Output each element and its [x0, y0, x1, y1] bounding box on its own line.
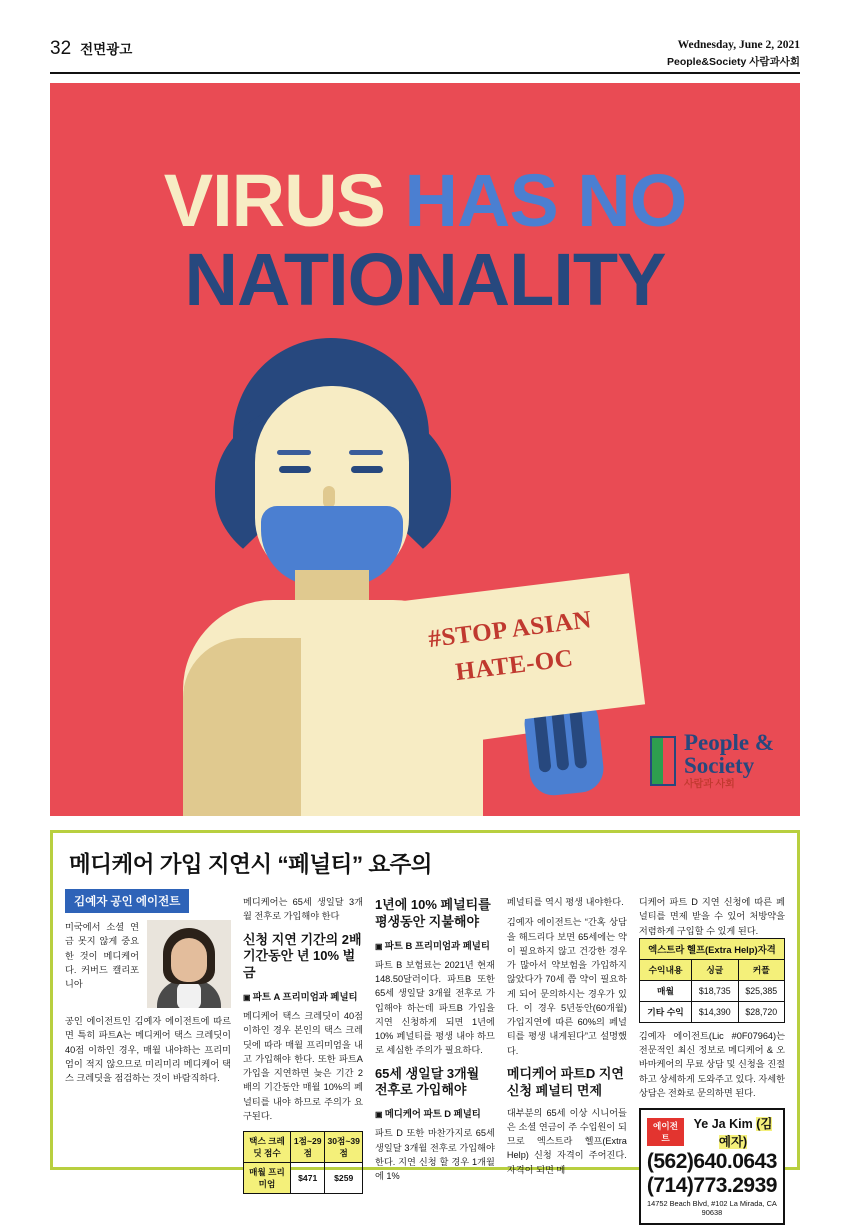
eh-row-1-label: 기타 수익 [639, 1001, 691, 1022]
poster-word-hasno: HAS NO [404, 159, 687, 242]
tax-table-value-1: $259 [325, 1163, 362, 1194]
illustration-finger-1 [533, 710, 551, 773]
agent-name-row [647, 1114, 777, 1150]
eh-header-0: 수익내용 [639, 959, 691, 980]
brand-kr: 사람과사회 [749, 55, 800, 68]
illustration-eye-right [351, 466, 383, 473]
agent-name-en: Ye Ja Kim [693, 1117, 753, 1131]
poster-headline [50, 83, 800, 321]
column-5-body-2: 김예자 에이전트(Lic #0F07964)는 전문적인 최신 정보로 메디케어 & 오바마케어의 무료 상담 및 신청을 진절하고 상세하게 도와주고 있다. 자세한 상담은 전화로 문의하면 된다. [638, 1030, 785, 1098]
column-2-subhead: 신청 지연 기간의 2배 기간동안 년 10% 벌금 [243, 931, 362, 981]
agent-phone-2[interactable]: (714)773.2939 [646, 1173, 777, 1197]
poster-word-nationality: NATIONALITY [184, 237, 666, 321]
publisher-logo [650, 731, 774, 790]
tax-credit-table [243, 1131, 363, 1194]
lede-with-photo [65, 920, 231, 1008]
agent-name-kr: (김예자) [718, 1117, 773, 1149]
column-4-subhead: 메디케어 파트D 지연신청 페널티 면제 [506, 1065, 624, 1098]
eh-header-2: 커플 [738, 959, 784, 980]
logo-mark-icon [650, 736, 676, 786]
author-badge: 김예자 공인 에이전트 [65, 889, 189, 913]
column-3-body-1: 파트 B 보험료는 2021년 현재 148.50달러이다. 파트B 또한 65세 생일달 3개월 전후로 가입해야 하는데 파트B 가입을 지연 신청하게 되면 1년에 10% 페널티를 평생 내야 하므로 세심한 주의가 필요하다. [374, 959, 495, 1056]
sign-line-1: #STOP ASIAN [426, 606, 594, 654]
protest-sign-text [384, 597, 641, 699]
tax-table-value-0: $471 [290, 1163, 325, 1194]
article-columns [65, 889, 785, 1225]
column-3-subhead-2: 65세 생일달 3개월 전후로 가입해야 [374, 1065, 480, 1098]
column-3-subhead-1: 1년에 10% 페널티를 평생동안 지불해야 [374, 897, 491, 929]
agent-contact-ad [639, 1108, 785, 1225]
column-4-body-1: 김예자 에이전트는 “간혹 상담을 해드리다 보면 65세에는 약이 필요하지 않고 건강한 경우가 많아서 약보험을 가입하지 않았다가 70세 쯤 약이 필요하게 되어 문의하시는 경우가 있다. 이 경우 5년동안(60개월) 가입지연에 따른 60%의 페널티를 평생 내게된다”고 설명했다. [506, 917, 627, 1056]
poster-word-virus: VIRUS [163, 159, 405, 242]
illustration-torso-shadow [183, 638, 301, 816]
logo-subtitle: 사람과 사회 [683, 779, 735, 790]
column-2-square-head: ▣ 파트 A 프리미엄과 페널티 [243, 989, 363, 1003]
sign-line-2: HATE-OC [454, 645, 575, 687]
author-photo [147, 920, 231, 1008]
brand-en: People&Society [666, 55, 747, 68]
article-headline: 메디케어 가입 지연시 “페널티” 요주의 [69, 852, 433, 877]
illustration-eye-left [279, 466, 311, 473]
column-2-intro: 메디케어는 65세 생일달 3개월 전후로 가입해야 한다 [243, 897, 363, 922]
extra-help-table-title: 엑스트라 헬프(Extra Help)자격 [639, 938, 785, 959]
article-column-1 [65, 889, 231, 1225]
eh-row-1-couple: $28,720 [738, 1001, 784, 1022]
brand-line [667, 55, 800, 69]
tax-table-header-2: 30점~39점 [325, 1132, 362, 1163]
table-header-row [244, 1132, 363, 1163]
eh-header-1: 싱글 [692, 959, 738, 980]
section-label: 전면광고 [80, 42, 133, 57]
logo-wordmark [684, 731, 774, 790]
article-column-2 [243, 889, 363, 1225]
agent-address: 14752 Beach Blvd, #102 La Mirada, CA 90638 [647, 1199, 777, 1218]
illustration-nose [323, 486, 335, 508]
logo-line-1: People & [683, 730, 774, 755]
illustration-brow-left [277, 450, 311, 455]
tax-table-header-0: 택스 크레딧 점수 [244, 1132, 291, 1163]
illustration-finger-2 [551, 708, 569, 771]
column-2-body: 메디케어 택스 크레딧이 40점 이하인 경우 본인의 택스 크레딧에 따라 매월 프리미엄을 내고 가입해야 한다. 또한 파트A 가입을 지연하면 늦은 기간 2배의 기간동안 매월 10%의 페널티를 내야 하므로 주의가 요구된다. [243, 1011, 363, 1121]
lede-text: 미국에서 소셜 연금 못지 않게 중요한 것이 메디케어다. 커버드 캘리포니아 [65, 922, 139, 989]
eh-row-0-single: $18,735 [692, 980, 738, 1001]
tax-table-header-1: 1점~29점 [290, 1132, 325, 1163]
masthead-left [50, 38, 132, 60]
column-3-body-2: 파트 D 또한 마찬가지로 65세 생일달 3개월 전후로 가입해야 한다. 지연 신청 할 경우 1개월에 1% [374, 1128, 495, 1182]
illustration-finger-3 [569, 706, 587, 769]
masthead-right [667, 38, 800, 69]
issue-date: Wednesday, June 2, 2021 [677, 39, 800, 51]
protester-illustration [155, 338, 575, 816]
article-column-4 [507, 889, 627, 1225]
masthead [50, 38, 800, 74]
column-4-body-0: 페널티를 역시 평생 내야한다. [506, 897, 624, 907]
table-header-row [639, 959, 784, 980]
illustration-brow-right [349, 450, 383, 455]
agent-phone-1[interactable]: (562)640.0643 [646, 1150, 777, 1173]
photo-shirt [177, 982, 201, 1008]
extra-help-table [639, 959, 785, 1023]
agent-name [689, 1114, 777, 1150]
photo-face [171, 938, 207, 982]
agent-badge: 에이전트 [647, 1118, 684, 1146]
column-1-body: 공인 에이전트인 김예자 에이전트에 따르면 특히 파트A는 메디케어 택스 크레딧이 40점 이하인 경우, 매월 내야하는 프리미엄이 적지 않으므로 미리미리 메디케어 택스 크레딧을 점검하는 것이 바람직하다. [65, 1016, 231, 1083]
column-5-body-1: 디케어 파트 D 지연 신청에 따른 페널티를 면제 받을 수 있어 처방약을 저렴하게 구입할 수 있게 된다. [638, 897, 785, 936]
eh-row-1-single: $14,390 [692, 1001, 738, 1022]
tax-table-row-label: 매월 프리미엄 [244, 1163, 291, 1194]
table-row [244, 1163, 363, 1194]
column-3-square-head-1: ▣ 파트 B 프리미엄과 페널티 [375, 938, 495, 952]
logo-line-2: Society [683, 753, 755, 778]
article-column-3 [375, 889, 495, 1225]
article-block [50, 830, 800, 1218]
poster-advertisement [50, 83, 800, 816]
eh-row-0-couple: $25,385 [738, 980, 784, 1001]
poster-headline-line1 [50, 159, 800, 242]
column-4-body-2: 대부분의 65세 이상 시니어들은 소셜 연금이 주 수입원이 되므로 엑스트라 헬프(Extra Help) 신청 자격이 주어진다. 자격이 되면 메 [506, 1107, 627, 1175]
table-row [639, 1001, 784, 1022]
page-number: 32 [50, 38, 72, 59]
eh-row-0-label: 매월 [639, 980, 691, 1001]
table-row [639, 980, 784, 1001]
column-3-square-head-2: ▣ 메디케어 파트 D 페널티 [375, 1106, 495, 1120]
article-column-5 [639, 889, 785, 1225]
